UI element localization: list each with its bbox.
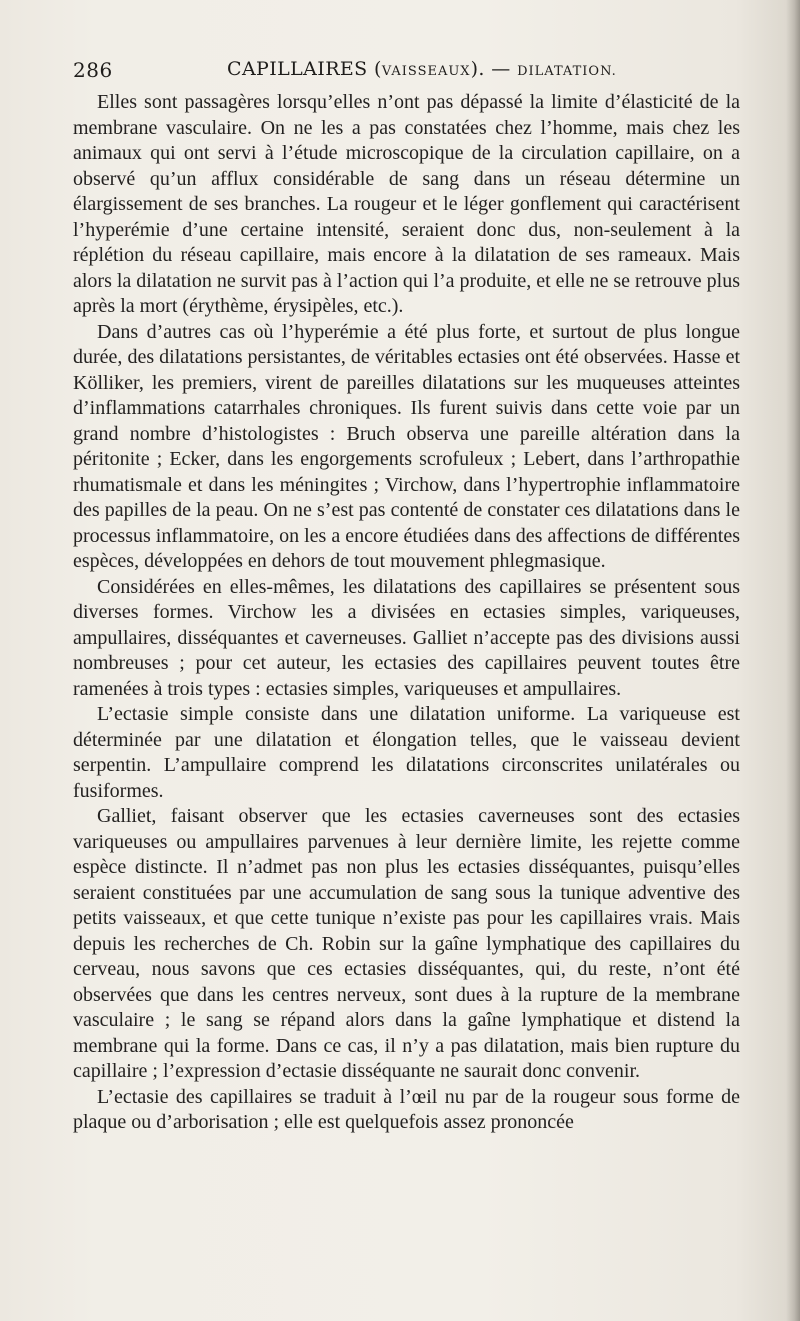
paragraph-1: Elles sont passagères lorsqu’elles n’ont pas dépassé la limite d’élasticité de la membrane vasculaire. On ne les a pas constatées chez l’homme, mais chez les animaux qui ont servi à l’étude microscopique de la circulation capillaire, on a observé qu’un afflux considérable de sang dans un réseau détermine un élargissement de ses branches. La rougeur et le léger gonflement qui caractérisent l’hyperémie d’une certaine intensité, seraient donc dus, non-seulement à la réplétion du réseau capillaire, mais encore à la dilatation de ses rameaux. Mais alors la dilatation ne survit pas à l’action qui l’a produite, et elle ne se retrouve plus après la mort (érythème, érysipèles, etc.). [73,91,741,317]
running-head-dilatation: DILATATION. [517,64,617,79]
page-edge-shadow [786,0,800,1321]
page-header [73,52,743,86]
paragraph-4: L’ectasie simple consiste dans une dilatation uniforme. La variqueuse est déterminée par une dilatation et élongation telles, que le vaisseau devient serpentin. L’ampullaire comprend les dilatations circonscrites unilatérales ou fusiformes. [73,703,740,802]
running-head-separator: ). — [470,58,518,80]
page-number: 286 [73,58,113,82]
running-head-main: CAPILLAIRES ( [227,58,382,80]
running-head-vaisseaux: VAISSEAUX [381,64,471,79]
paragraph-6: L’ectasie des capillaires se traduit à l’œil nu par de la rougeur sous forme de plaque ou d’arborisation ; elle est quelquefois assez prononcée [73,1085,740,1133]
paragraph-2: Dans d’autres cas où l’hyperémie a été plus forte, et surtout de plus longue durée, des dilatations persistantes, de véritables ectasies ont été observées. Hasse et Kölliker, les premiers, virent de pareilles dilatations sur les muqueuses atteintes d’inflammations catarrhales chroniques. Ils furent suivis dans cette voie par un grand nombre d’histologistes : Bruch observa une pareille altération dans la péritonite ; Ecker, dans les engorgements scrofuleux ; Lebert, dans l’arthropathie rhumatismale et dans les méningites ; Virchow, dans l’hypertrophie inflammatoire des papilles de la peau. On ne s’est pas contenté de constater ces dilatations dans le processus inflammatoire, on les a encore étudiées dans des affections de différentes espèces, développées en dehors de tout mouvement phlegmasique. [73,320,740,572]
body-text [73,90,740,1136]
running-head [227,58,617,80]
paragraph-5: Galliet, faisant observer que les ectasies caverneuses sont des ectasies variqueuses ou ampullaires parvenues à leur dernière limite, les rejette comme espèce distincte. Il n’admet pas non plus les ectasies disséquantes, puisqu’elles seraient constituées par une accumulation de sang sous la tunique adventive des petits vaisseaux, et que cette tunique n’existe pas pour les capillaires vrais. Mais depuis les recherches de Ch. Robin sur la gaîne lymphatique des capillaires du cerveau, nous savons que ces ectasies disséquantes, qui, du reste, n’ont été observées que dans les centres nerveux, sont dues à la rupture de la membrane vasculaire ; le sang se répand alors dans la gaîne lymphatique et distend la membrane qui la forme. Dans ce cas, il n’y a pas dilatation, mais bien rupture du capillaire ; l’expression d’ectasie disséquante ne saurait donc convenir. [73,805,740,1082]
paragraph-3: Considérées en elles-mêmes, les dilatations des capillaires se présentent sous diverses formes. Virchow les a divisées en ectasies simples, variqueuses, ampullaires, disséquantes et caverneuses. Galliet n’accepte pas des divisions aussi nombreuses ; pour cet auteur, les ectasies des capillaires peuvent toutes être ramenées à trois types : ectasies simples, variqueuses et ampullaires. [73,575,740,700]
